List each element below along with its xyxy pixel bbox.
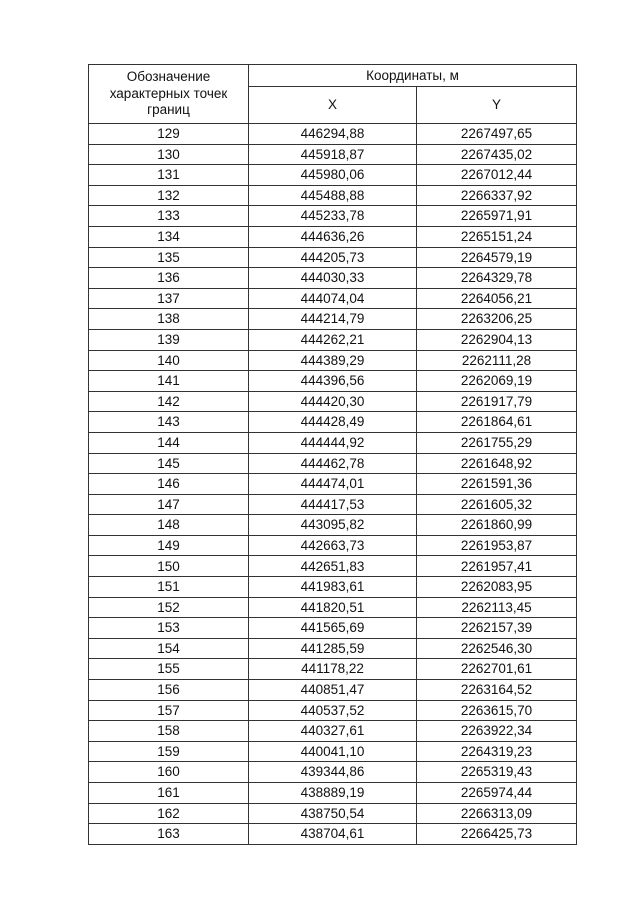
table-row — [89, 721, 577, 742]
y-coordinate-cell: 2265971,91 — [417, 206, 577, 227]
x-coordinate-cell: 444444,92 — [249, 432, 417, 453]
point-number-cell: 151 — [89, 577, 249, 598]
point-number-cell: 142 — [89, 391, 249, 412]
point-number-cell: 143 — [89, 412, 249, 433]
point-number-cell: 148 — [89, 515, 249, 536]
point-number-cell: 154 — [89, 638, 249, 659]
point-number-cell: 138 — [89, 309, 249, 330]
point-number-cell: 158 — [89, 721, 249, 742]
y-coordinate-cell: 2261860,99 — [417, 515, 577, 536]
table-row — [89, 680, 577, 701]
point-number-cell: 161 — [89, 783, 249, 804]
y-coordinate-cell: 2264319,23 — [417, 741, 577, 762]
y-coordinate-cell: 2263164,52 — [417, 680, 577, 701]
y-coordinate-cell: 2267435,02 — [417, 144, 577, 165]
x-coordinate-cell: 444417,53 — [249, 494, 417, 515]
x-coordinate-cell: 438750,54 — [249, 803, 417, 824]
point-number-cell: 145 — [89, 453, 249, 474]
y-coordinate-cell: 2264579,19 — [417, 247, 577, 268]
table-row — [89, 144, 577, 165]
y-coordinate-cell: 2267497,65 — [417, 124, 577, 145]
y-coordinate-cell: 2261864,61 — [417, 412, 577, 433]
y-coordinate-cell: 2266313,09 — [417, 803, 577, 824]
table-row — [89, 185, 577, 206]
table-header — [89, 65, 577, 124]
y-coordinate-cell: 2264329,78 — [417, 268, 577, 289]
y-coordinate-cell: 2262157,39 — [417, 618, 577, 639]
x-coordinate-cell: 439344,86 — [249, 762, 417, 783]
table-row — [89, 494, 577, 515]
y-coordinate-cell: 2267012,44 — [417, 165, 577, 186]
x-coordinate-cell: 441178,22 — [249, 659, 417, 680]
table-row — [89, 412, 577, 433]
y-coordinate-cell: 2263922,34 — [417, 721, 577, 742]
table-row — [89, 577, 577, 598]
x-coordinate-cell: 441565,69 — [249, 618, 417, 639]
y-coordinate-cell: 2262069,19 — [417, 371, 577, 392]
x-coordinate-cell: 440537,52 — [249, 700, 417, 721]
y-coordinate-cell: 2266425,73 — [417, 824, 577, 845]
table-row — [89, 453, 577, 474]
x-coordinate-cell: 444462,78 — [249, 453, 417, 474]
table-row — [89, 824, 577, 845]
point-number-cell: 146 — [89, 474, 249, 495]
table-row — [89, 515, 577, 536]
x-coordinate-cell: 445488,88 — [249, 185, 417, 206]
x-coordinate-cell: 441820,51 — [249, 597, 417, 618]
table-row — [89, 309, 577, 330]
point-number-cell: 134 — [89, 226, 249, 247]
x-coordinate-cell: 446294,88 — [249, 124, 417, 145]
table-row — [89, 700, 577, 721]
table-row — [89, 350, 577, 371]
point-number-cell: 159 — [89, 741, 249, 762]
x-coordinate-cell: 441285,59 — [249, 638, 417, 659]
table-row — [89, 371, 577, 392]
y-coordinate-cell: 2265151,24 — [417, 226, 577, 247]
y-coordinate-cell: 2265319,43 — [417, 762, 577, 783]
y-coordinate-cell: 2261917,79 — [417, 391, 577, 412]
table-row — [89, 288, 577, 309]
point-number-cell: 139 — [89, 329, 249, 350]
y-coordinate-cell: 2262113,45 — [417, 597, 577, 618]
table-row — [89, 268, 577, 289]
x-coordinate-cell: 441983,61 — [249, 577, 417, 598]
table-row — [89, 762, 577, 783]
x-coordinate-cell: 444389,29 — [249, 350, 417, 371]
y-coordinate-cell: 2263615,70 — [417, 700, 577, 721]
point-number-cell: 133 — [89, 206, 249, 227]
table-row — [89, 638, 577, 659]
y-coordinate-cell: 2262083,95 — [417, 577, 577, 598]
y-coordinate-cell: 2261755,29 — [417, 432, 577, 453]
y-coordinate-cell: 2262111,28 — [417, 350, 577, 371]
point-number-cell: 141 — [89, 371, 249, 392]
point-number-cell: 157 — [89, 700, 249, 721]
table-row — [89, 329, 577, 350]
table-row — [89, 556, 577, 577]
point-number-cell: 152 — [89, 597, 249, 618]
header-y: Y — [417, 87, 577, 124]
point-number-cell: 156 — [89, 680, 249, 701]
point-number-cell: 160 — [89, 762, 249, 783]
table-row — [89, 206, 577, 227]
x-coordinate-cell: 444262,21 — [249, 329, 417, 350]
y-coordinate-cell: 2261605,32 — [417, 494, 577, 515]
x-coordinate-cell: 444420,30 — [249, 391, 417, 412]
point-number-cell: 136 — [89, 268, 249, 289]
y-coordinate-cell: 2265974,44 — [417, 783, 577, 804]
x-coordinate-cell: 440851,47 — [249, 680, 417, 701]
table-row — [89, 618, 577, 639]
point-number-cell: 153 — [89, 618, 249, 639]
point-number-cell: 137 — [89, 288, 249, 309]
point-number-cell: 132 — [89, 185, 249, 206]
y-coordinate-cell: 2264056,21 — [417, 288, 577, 309]
coordinates-table — [88, 64, 577, 845]
point-number-cell: 155 — [89, 659, 249, 680]
table-row — [89, 741, 577, 762]
table-row — [89, 474, 577, 495]
header-row-top — [89, 65, 577, 87]
x-coordinate-cell: 440041,10 — [249, 741, 417, 762]
y-coordinate-cell: 2261591,36 — [417, 474, 577, 495]
point-number-cell: 131 — [89, 165, 249, 186]
y-coordinate-cell: 2261953,87 — [417, 535, 577, 556]
x-coordinate-cell: 444205,73 — [249, 247, 417, 268]
point-number-cell: 150 — [89, 556, 249, 577]
table-row — [89, 803, 577, 824]
x-coordinate-cell: 442651,83 — [249, 556, 417, 577]
table-row — [89, 783, 577, 804]
x-coordinate-cell: 444030,33 — [249, 268, 417, 289]
table-row — [89, 535, 577, 556]
point-number-cell: 149 — [89, 535, 249, 556]
x-coordinate-cell: 444396,56 — [249, 371, 417, 392]
header-point-designation: Обозначение характерных точек границ — [89, 65, 249, 124]
y-coordinate-cell: 2261648,92 — [417, 453, 577, 474]
table-row — [89, 659, 577, 680]
y-coordinate-cell: 2263206,25 — [417, 309, 577, 330]
point-number-cell: 144 — [89, 432, 249, 453]
point-number-cell: 130 — [89, 144, 249, 165]
point-number-cell: 163 — [89, 824, 249, 845]
x-coordinate-cell: 438889,19 — [249, 783, 417, 804]
table-row — [89, 597, 577, 618]
table-row — [89, 247, 577, 268]
y-coordinate-cell: 2262701,61 — [417, 659, 577, 680]
x-coordinate-cell: 440327,61 — [249, 721, 417, 742]
x-coordinate-cell: 444474,01 — [249, 474, 417, 495]
point-number-cell: 162 — [89, 803, 249, 824]
header-x: X — [249, 87, 417, 124]
table-row — [89, 432, 577, 453]
table-row — [89, 226, 577, 247]
x-coordinate-cell: 445980,06 — [249, 165, 417, 186]
x-coordinate-cell: 444636,26 — [249, 226, 417, 247]
y-coordinate-cell: 2262546,30 — [417, 638, 577, 659]
y-coordinate-cell: 2266337,92 — [417, 185, 577, 206]
x-coordinate-cell: 444214,79 — [249, 309, 417, 330]
header-coordinates: Координаты, м — [249, 65, 577, 87]
point-number-cell: 140 — [89, 350, 249, 371]
point-number-cell: 135 — [89, 247, 249, 268]
x-coordinate-cell: 444074,04 — [249, 288, 417, 309]
table-body — [89, 124, 577, 845]
table-row — [89, 124, 577, 145]
y-coordinate-cell: 2261957,41 — [417, 556, 577, 577]
x-coordinate-cell: 445233,78 — [249, 206, 417, 227]
point-number-cell: 129 — [89, 124, 249, 145]
table-row — [89, 165, 577, 186]
x-coordinate-cell: 444428,49 — [249, 412, 417, 433]
y-coordinate-cell: 2262904,13 — [417, 329, 577, 350]
table-row — [89, 391, 577, 412]
x-coordinate-cell: 442663,73 — [249, 535, 417, 556]
x-coordinate-cell: 445918,87 — [249, 144, 417, 165]
point-number-cell: 147 — [89, 494, 249, 515]
x-coordinate-cell: 438704,61 — [249, 824, 417, 845]
x-coordinate-cell: 443095,82 — [249, 515, 417, 536]
